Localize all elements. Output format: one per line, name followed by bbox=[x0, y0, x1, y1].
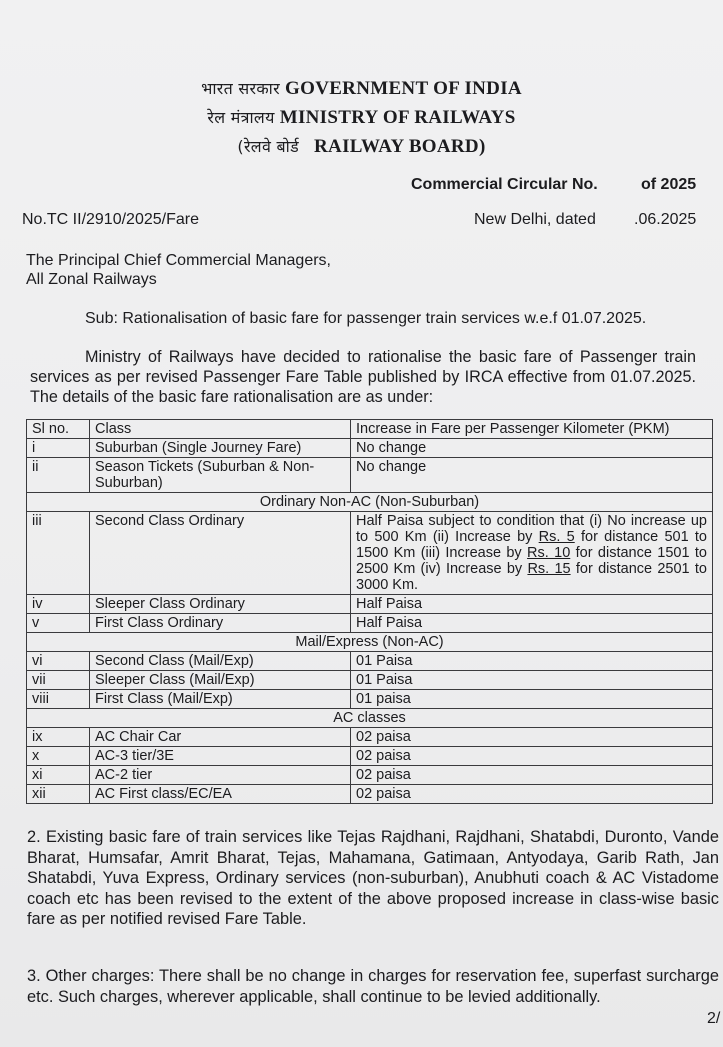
table-row: viii First Class (Mail/Exp) 01 paisa bbox=[27, 690, 713, 709]
table-row: iii Second Class Ordinary Half Paisa subject to condition that (i) No increase up to 500 Km (ii) Increase by Rs. 5 for distance 501 to 1500 Km (iii) Increase by Rs. 10 for distance 1501 to 2500 Km (iv) Increase by Rs. 15 for distance 2501 to 3000 Km. bbox=[27, 512, 713, 595]
table-row: ii Season Tickets (Suburban & Non-Suburban) No change bbox=[27, 458, 713, 493]
table-row: vii Sleeper Class (Mail/Exp) 01 Paisa bbox=[27, 671, 713, 690]
table-row: i Suburban (Single Journey Fare) No change bbox=[27, 439, 713, 458]
page-marker: 2/ bbox=[707, 1010, 721, 1027]
section-row-mail: Mail/Express (Non-AC) bbox=[27, 633, 713, 652]
addressee-line2: All Zonal Railways bbox=[26, 271, 157, 288]
row-iii-increase: Half Paisa subject to condition that (i) No increase up to 500 Km (ii) Increase by Rs. 5 for distance 501 to 1500 Km (iii) Increase by Rs. 10 for distance 1501 to 2500 Km (iv) Increase by Rs. 15 for distance 2501 to 3000 Km. bbox=[351, 512, 713, 595]
circular-year: of 2025 bbox=[641, 176, 697, 193]
place-date: New Delhi, dated bbox=[474, 211, 596, 228]
header-class: Class bbox=[90, 420, 351, 439]
header-government: भारत सरकार GOVERNMENT OF INDIA bbox=[201, 78, 522, 99]
paragraph-3: 3. Other charges: There shall be no change in charges for reservation fee, superfast surcharge etc. Such charges, wherever applicable, shall continue to be levied additionally. bbox=[27, 967, 719, 1006]
fare-table bbox=[26, 419, 713, 804]
table-header-row bbox=[27, 420, 713, 439]
addressee-line1: The Principal Chief Commercial Managers, bbox=[26, 252, 331, 269]
table-row: xi AC-2 tier 02 paisa bbox=[27, 766, 713, 785]
table-row: iv Sleeper Class Ordinary Half Paisa bbox=[27, 595, 713, 614]
header-ministry: रेल मंत्रालय MINISTRY OF RAILWAYS bbox=[207, 107, 516, 128]
section-row-ordinary: Ordinary Non-AC (Non-Suburban) bbox=[27, 493, 713, 512]
circular-label: Commercial Circular No. bbox=[411, 176, 598, 193]
header-sl: Sl no. bbox=[27, 420, 90, 439]
intro-paragraph: Ministry of Railways have decided to rationalise the basic fare of Passenger train services as per revised Passenger Fare Table published by IRCA effective from 01.07.2025. The details of the basic fare rationalisation are as under: bbox=[30, 348, 696, 406]
issue-date: .06.2025 bbox=[634, 211, 697, 228]
paragraph-2: 2. Existing basic fare of train services like Tejas Rajdhani, Rajdhani, Shatabdi, Duronto, Vande Bharat, Humsafar, Amrit Bharat, Tejas, Mahamana, Gatimaan, Antyodaya, Garib Rath, Jan Shatabdi, Yuva Express, Ordinary services (non-suburban), Anubhuti coach & AC Vistadome coach etc has been revised to the extent of the above proposed increase in class-wise basic fare as per notified revised Fare Table. bbox=[27, 828, 719, 928]
table-row: vi Second Class (Mail/Exp) 01 Paisa bbox=[27, 652, 713, 671]
reference-number: No.TC II/2910/2025/Fare bbox=[22, 211, 199, 228]
table-row: x AC-3 tier/3E 02 paisa bbox=[27, 747, 713, 766]
section-row-ac: AC classes bbox=[27, 709, 713, 728]
header-increase: Increase in Fare per Passenger Kilometer (PKM) bbox=[351, 420, 713, 439]
subject-line: Sub: Rationalisation of basic fare for passenger train services w.e.f 01.07.2025. bbox=[85, 310, 647, 327]
table-row: ix AC Chair Car 02 paisa bbox=[27, 728, 713, 747]
table-row: v First Class Ordinary Half Paisa bbox=[27, 614, 713, 633]
header-railway-board: (रेलवे बोर्ड RAILWAY BOARD) bbox=[237, 136, 486, 157]
table-row: xii AC First class/EC/EA 02 paisa bbox=[27, 785, 713, 804]
